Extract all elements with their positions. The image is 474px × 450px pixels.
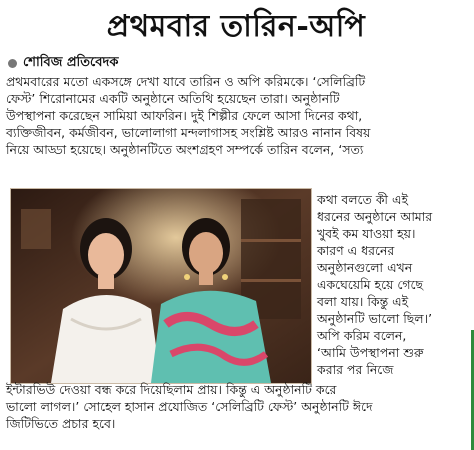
text-line: একঘেয়েমি হয়ে গেছে <box>317 278 424 292</box>
text-line: কারণ এ ধরনের <box>317 244 395 258</box>
news-article <box>6 4 466 444</box>
text-line: নিয়ে আড্ডা হয়েছে। অনুষ্ঠানটিতে অংশগ্রহণ সম্পর্কে তারিন বলেন, ‘সত্য <box>6 143 364 157</box>
paragraph-bottom <box>6 382 462 433</box>
text-line: অনুষ্ঠানটি ভালো ছিল।’ <box>317 312 433 326</box>
byline <box>8 54 118 72</box>
text-line: ইন্টারভিউ দেওয়া বন্ধ করে দিয়েছিলাম প্রায়। কিন্তু এ অনুষ্ঠানটি করে <box>6 383 337 397</box>
text-line: ভালো লাগল।’ সোহেল হাসান প্রযোজিত ‘সেলিব্রিটি ফেস্ট’ অনুষ্ঠানটি ঈদে <box>6 400 373 414</box>
text-line: ফেস্ট’ শিরোনামের একটি অনুষ্ঠানে অতিথি হয়েছেন তারা। অনুষ্ঠানটি <box>6 92 340 106</box>
text-line: ‘আমি উপস্থাপনা শুরু <box>317 346 424 360</box>
text-line: জিটিভিতে প্রচার হবে। <box>6 417 116 431</box>
byline-text: শোবিজ প্রতিবেদক <box>23 55 119 70</box>
text-line: প্রথমবারের মতো একসঙ্গে দেখা যাবে তারিন ও অপি করিমকে। ‘সেলিব্রিটি <box>6 75 366 89</box>
text-line: করার পর নিজে <box>317 363 394 377</box>
text-line: কথা বলতে কী এই <box>317 193 409 207</box>
text-line: অপি করিম বলেন, <box>317 329 407 343</box>
bullet-icon <box>8 59 17 68</box>
paragraph-top <box>6 74 462 159</box>
text-line: ব্যক্তিজীবন, কর্মজীবন, ভালোলাগা মন্দলাগাসহ সংশ্লিষ্ট আরও নানান বিষয় <box>6 126 371 140</box>
text-line: ধরনের অনুষ্ঠানে আমার <box>317 210 433 224</box>
text-line: খুবই কম যাওয়া হয়। <box>317 227 416 241</box>
text-line: বলা যায়। কিন্তু এই <box>317 295 409 309</box>
text-line: অনুষ্ঠানগুলো এখন <box>317 261 413 275</box>
paragraph-side <box>317 192 467 379</box>
headline: প্রথমবার তারিন-অপি <box>106 9 366 44</box>
photo-illustration <box>11 189 311 383</box>
article-photo <box>10 188 312 384</box>
text-line: উপস্থাপনা করেছেন সামিয়া আফরিন। দুই শিল্পীর ফেলে আসা দিনের কথা, <box>6 109 363 123</box>
